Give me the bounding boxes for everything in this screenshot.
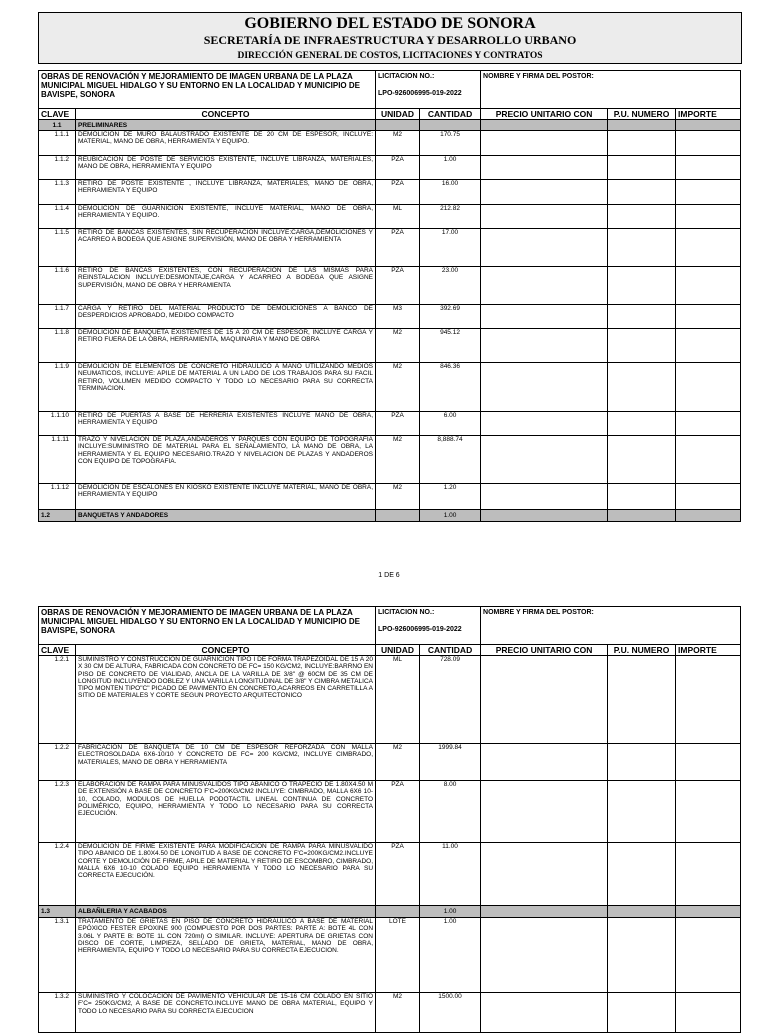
table-row xyxy=(39,229,741,267)
row-concepto: DEMOLICION DE FIRME EXISTENTE PARA MODIFICACION DE RAMPA PARA MINUSVALIDO TIPO ABANICO DE 1.80X4.50 DE LONGITUD A BASE DE CONCRETO F'C=200KG/CM2.INCLUYE CORTE Y DEMOLICIÓN DE FIRME, APILE DE MATERIAL Y RETIRO DE ESCOMBRO, CIMBRADO, MALLA 6X6 10-10 COLADO EQUIPO HERRAMIENTA Y TODO LO NECESARIO PARA SU CORRECTA EJECUCIÓN. xyxy=(76,843,376,906)
row-importe-cell xyxy=(676,744,741,781)
row-cantidad: 846.36 xyxy=(420,363,481,412)
row-precio-cell xyxy=(481,156,608,180)
row-precio-cell xyxy=(481,229,608,267)
row-importe-cell xyxy=(676,656,741,744)
row-unidad: M2 xyxy=(376,744,420,781)
row-clave: 1.1.5 xyxy=(39,229,76,267)
section-concepto: BANQUETAS Y ANDADORES xyxy=(76,510,376,522)
row-pu-cell xyxy=(608,229,676,267)
row-clave: 1.1.2 xyxy=(39,156,76,180)
col-importe: IMPORTE xyxy=(676,645,741,656)
row-importe-cell xyxy=(676,363,741,412)
row-pu-cell xyxy=(608,363,676,412)
row-pu-cell xyxy=(608,329,676,363)
row-importe-cell xyxy=(676,329,741,363)
row-precio-cell xyxy=(481,843,608,906)
row-clave: 1.2.2 xyxy=(39,744,76,781)
row-pu-cell xyxy=(608,436,676,484)
table-row xyxy=(39,305,741,329)
row-concepto: RETIRO DE PUERTAS A BASE DE HERRERIA EXISTENTES INCLUYE MANO DE OBRA, HERRAMIENTA Y EQUIPO xyxy=(76,412,376,436)
row-precio-cell xyxy=(481,993,608,1033)
row-concepto: DEMOLICIÓN DE MURO BALAUSTRADO EXISTENTE DE 20 CM DE ESPESOR, INCLUYE: MATERIAL, MANO DE OBRA, HERRAMIENTA Y EQUIPO. xyxy=(76,131,376,156)
table-row xyxy=(39,744,741,781)
row-importe-cell xyxy=(676,180,741,205)
col-cantidad: CANTIDAD xyxy=(420,645,481,656)
row-pu-cell xyxy=(608,781,676,843)
row-unidad: M2 xyxy=(376,363,420,412)
row-concepto: DEMOLICION DE ELEMENTOS DE CONCRETO HIDRAULICO A MANO UTILIZANDO MEDIOS NEUMATICOS, INCLUYE: APILE DE MATERIAL A UN LADO DE LOS TRABAJOS PARA SU FACIL RETIRO, VOLUMEN MEDIDO COMPACTO Y TODO LO NECESARIO PARA SU CORRECTA TERMINACION. xyxy=(76,363,376,412)
col-precio: PRECIO UNITARIO CON xyxy=(481,109,608,120)
postor-label: NOMBRE Y FIRMA DEL POSTOR: xyxy=(481,607,741,645)
row-precio-cell xyxy=(481,205,608,229)
section-row xyxy=(39,120,741,131)
col-unidad: UNIDAD xyxy=(376,645,420,656)
row-precio-cell xyxy=(481,305,608,329)
row-cantidad: 392.69 xyxy=(420,305,481,329)
row-importe-cell xyxy=(676,131,741,156)
row-pu-cell xyxy=(608,156,676,180)
section-row xyxy=(39,906,741,918)
row-precio-cell xyxy=(481,412,608,436)
col-clave: CLAVE xyxy=(39,645,76,656)
col-pu-numero: P.U. NUMERO xyxy=(608,109,676,120)
section-clave: 1.3 xyxy=(39,906,76,918)
table-row xyxy=(39,363,741,412)
table-row xyxy=(39,156,741,180)
column-header-row xyxy=(39,645,741,656)
col-concepto: CONCEPTO xyxy=(76,645,376,656)
row-importe-cell xyxy=(676,781,741,843)
row-cantidad: 170.75 xyxy=(420,131,481,156)
row-cantidad: 945.12 xyxy=(420,329,481,363)
row-unidad: LOTE xyxy=(376,918,420,993)
row-concepto: FABRICACIÓN DE BANQUETA DE 10 CM DE ESPESOR REFORZADA CON MALLA ELECTROSOLDADA 6X6-10/10 Y CONCRETO DE FC= 200 KG/CM2, INCLUYE CIMBRADO, MATERIALES, MANO DE OBRA Y HERRAMIENTA xyxy=(76,744,376,781)
row-importe-cell xyxy=(676,918,741,993)
table-row xyxy=(39,329,741,363)
row-cantidad: 1.20 xyxy=(420,484,481,510)
section-clave: 1.1 xyxy=(39,120,76,131)
row-concepto: RETIRO DE POSTE EXISTENTE , INCLUYE LIBRANZA, MATERIALES, MANO DE OBRA, HERRAMIENTA Y EQUIPO xyxy=(76,180,376,205)
row-importe-cell xyxy=(676,484,741,510)
table-row xyxy=(39,843,741,906)
licitacion-cell xyxy=(376,71,481,109)
section-cantidad: 1.00 xyxy=(420,510,481,522)
row-precio-cell xyxy=(481,781,608,843)
col-clave: CLAVE xyxy=(39,109,76,120)
row-unidad: PZA xyxy=(376,229,420,267)
row-cantidad: 8,888.74 xyxy=(420,436,481,484)
row-cantidad: 728.09 xyxy=(420,656,481,744)
row-pu-cell xyxy=(608,993,676,1033)
obra-description: OBRAS DE RENOVACIÓN Y MEJORAMIENTO DE IMAGEN URBANA DE LA PLAZA MUNICIPAL MIGUEL HIDALGO Y SU ENTORNO EN LA LOCALIDAD Y MUNICIPIO DE BAVISPE, SONORA xyxy=(39,71,376,109)
row-unidad: PZA xyxy=(376,412,420,436)
row-cantidad: 23.00 xyxy=(420,267,481,305)
row-clave: 1.1.6 xyxy=(39,267,76,305)
row-unidad: ML xyxy=(376,656,420,744)
header-direccion: DIRECCIÓN GENERAL DE COSTOS, LICITACIONES Y CONTRATOS xyxy=(237,51,543,61)
row-concepto: REUBICACIÓN DE POSTE DE SERVICIOS EXISTENTE, INCLUYE LIBRANZA, MATERIALES, MANO DE OBRA, HERRAMIENTA Y EQUIPO xyxy=(76,156,376,180)
licitacion-cell xyxy=(376,607,481,645)
row-pu-cell xyxy=(608,267,676,305)
row-clave: 1.2.3 xyxy=(39,781,76,843)
row-clave: 1.1.1 xyxy=(39,131,76,156)
row-pu-cell xyxy=(608,744,676,781)
row-importe-cell xyxy=(676,205,741,229)
table-row xyxy=(39,993,741,1033)
row-unidad: M2 xyxy=(376,484,420,510)
row-concepto: TRAZO Y NIVELACION DE PLAZA,ANDADEROS Y PARQUES CON EQUIPO DE TOPOGRAFIA INCLUYE:SUMINISTRO DE MATERIAL PARA EL SEÑALAMIENTO, LA MANO DE OBRA, LA HERRAMIENTA Y EL EQUIPO NECESARIO.TRAZO Y NIVELACION DE PLAZAS Y ANDADEROS CON EQUIPO DE TOPOGRAFIA. xyxy=(76,436,376,484)
licitacion-label: LICITACION NO.: xyxy=(378,609,435,616)
col-importe: IMPORTE xyxy=(676,109,741,120)
row-pu-cell xyxy=(608,180,676,205)
row-concepto: DEMOLICIÓN DE ESCALONES EN KIOSKO EXISTENTE INCLUYE MATERIAL, MANO DE OBRA, HERRAMIENTA Y EQUIPO xyxy=(76,484,376,510)
row-precio-cell xyxy=(481,363,608,412)
row-precio-cell xyxy=(481,484,608,510)
table-row xyxy=(39,412,741,436)
row-unidad: PZA xyxy=(376,156,420,180)
section-concepto: ALBAÑILERIA Y ACABADOS xyxy=(76,906,376,918)
postor-label: NOMBRE Y FIRMA DEL POSTOR: xyxy=(481,71,741,109)
row-cantidad: 17.00 xyxy=(420,229,481,267)
row-pu-cell xyxy=(608,205,676,229)
row-cantidad: 11.00 xyxy=(420,843,481,906)
row-pu-cell xyxy=(608,918,676,993)
row-clave: 1.1.4 xyxy=(39,205,76,229)
table-row xyxy=(39,436,741,484)
row-pu-cell xyxy=(608,305,676,329)
row-pu-cell xyxy=(608,484,676,510)
col-unidad: UNIDAD xyxy=(376,109,420,120)
row-precio-cell xyxy=(481,918,608,993)
row-clave: 1.1.12 xyxy=(39,484,76,510)
row-concepto: RETIRO DE BANCAS EXISTENTES, CON RECUPERACIÓN DE LAS MISMAS PARA REINSTALACION INCLUYE:DESMONTAJE,CARGA Y ACARREO A BODEGA QUE ASIGNE SUPERVISIÓN, MANO DE OBRA Y HERRAMIENTA xyxy=(76,267,376,305)
row-importe-cell xyxy=(676,436,741,484)
col-pu-numero: P.U. NUMERO xyxy=(608,645,676,656)
row-concepto: SUMINISTRO Y COLOCACION DE PAVIMENTO VEHICULAR DE 15-16 CM COLADO EN SITIO F'C= 250KG/CM2, A BASE DE CONCRETO.INCLUYE MANO DE OBRA MATERIAL, EQUIPO Y TODO LO NECESARIO PARA SU CORRECTA EJECUCION xyxy=(76,993,376,1033)
table-row xyxy=(39,656,741,744)
row-importe-cell xyxy=(676,412,741,436)
row-concepto: RETIRO DE BANCAS EXISTENTES, SIN RECUPERACIÓN INCLUYE:CARGA,DEMOLICIONES Y ACARREO A BODEGA QUE ASIGNE SUPERVISIÓN, MANO DE OBRA Y HERRAMIENTA xyxy=(76,229,376,267)
document-header xyxy=(38,12,742,64)
header-title: GOBIERNO DEL ESTADO DE SONORA xyxy=(244,15,536,32)
table-row xyxy=(39,131,741,156)
row-precio-cell xyxy=(481,180,608,205)
row-unidad: M2 xyxy=(376,436,420,484)
row-importe-cell xyxy=(676,305,741,329)
page1-table xyxy=(38,70,741,522)
row-pu-cell xyxy=(608,656,676,744)
row-concepto: CARGA Y RETIRO DEL MATERIAL PRODUCTO DE DEMOLICIONES A BANCO DE DESPERDICIOS APROBADO, MEDIDO COMPACTO xyxy=(76,305,376,329)
row-cantidad: 6.00 xyxy=(420,412,481,436)
row-unidad: PZA xyxy=(376,267,420,305)
table-row xyxy=(39,267,741,305)
row-clave: 1.1.7 xyxy=(39,305,76,329)
row-importe-cell xyxy=(676,267,741,305)
col-precio: PRECIO UNITARIO CON xyxy=(481,645,608,656)
row-importe-cell xyxy=(676,993,741,1033)
row-unidad: ML xyxy=(376,205,420,229)
row-concepto: TRATAMIENTO DE GRIETAS EN PISO DE CONCRETO HIDRAULICO A BASE DE MATERIAL EPÓXICO FESTER EPOXINE 900 (COMPUESTO POR DOS PARTES: PARTE A: BOTE 4L CON 3.06L Y PARTE B: BOTE 1L CON 720ml) O SIMILAR. INCLUYE: APERTURA DE GRIETAS CON DISCO DE CORTE, LIMPIEZA, SELLADO DE GRIETA, MATERIAL, MANO DE OBRA, HERRAMIENTA, EQUIPO Y TODO LO NECESARIO PARA SU CORRECTA EJECUCION. xyxy=(76,918,376,993)
obra-description: OBRAS DE RENOVACIÓN Y MEJORAMIENTO DE IMAGEN URBANA DE LA PLAZA MUNICIPAL MIGUEL HIDALGO Y SU ENTORNO EN LA LOCALIDAD Y MUNICIPIO DE BAVISPE, SONORA xyxy=(39,607,376,645)
row-unidad: M2 xyxy=(376,993,420,1033)
row-clave: 1.1.11 xyxy=(39,436,76,484)
row-unidad: M2 xyxy=(376,329,420,363)
table-row xyxy=(39,205,741,229)
info-row xyxy=(39,71,741,109)
row-pu-cell xyxy=(608,843,676,906)
row-unidad: PZA xyxy=(376,843,420,906)
row-clave: 1.3.1 xyxy=(39,918,76,993)
row-unidad: PZA xyxy=(376,180,420,205)
row-concepto: DEMOLICIÓN DE BANQUETA EXISTENTES DE 15 A 20 CM DE ESPESOR, INCLUYE CARGA Y RETIRO FUERA DE LA OBRA, HERRAMIENTA, MAQUINARIA Y MANO DE OBRA xyxy=(76,329,376,363)
row-precio-cell xyxy=(481,131,608,156)
row-cantidad: 1999.84 xyxy=(420,744,481,781)
row-cantidad: 1500.00 xyxy=(420,993,481,1033)
row-cantidad: 8.00 xyxy=(420,781,481,843)
row-cantidad: 16.00 xyxy=(420,180,481,205)
row-precio-cell xyxy=(481,329,608,363)
row-concepto: ELABORACIÓN DE RAMPA PARA MINUSVÁLIDOS TIPO ABANICO O TRAPECIO DE 1.80X4.50 M DE EXTENSIÓN A BASE DE CONCRETO F'C=200KG/CM2 INCLUYE: CIMBRADO, MALLA 6X6 10-10, COLADO, MODULOS DE HUELLA PODOTACTIL LINEAL CONTINUA DE CONCRETO POLIMÉRICO, EQUIPO, HERRAMIENTA Y TODO LO NECESARIO PARA SU CORRECTA EJECUCIÓN. xyxy=(76,781,376,843)
table-row xyxy=(39,484,741,510)
row-pu-cell xyxy=(608,131,676,156)
row-clave: 1.1.10 xyxy=(39,412,76,436)
page-number: 1 DE 6 xyxy=(378,572,400,579)
row-cantidad: 1.00 xyxy=(420,156,481,180)
row-unidad: M3 xyxy=(376,305,420,329)
row-unidad: M2 xyxy=(376,131,420,156)
section-cantidad: 1.00 xyxy=(420,906,481,918)
col-cantidad: CANTIDAD xyxy=(420,109,481,120)
row-concepto: SUMINISTRO Y CONSTRUCCIÓN DE GUARNICION TIPO I DE FORMA TRAPEZOIDAL DE 15 A 20 X 30 CM DE ALTURA, FABRICADA CON CONCRETO DE FC= 150 KG/CM2, INCLUYE:BARRNO EN PISO DE CONCRETO DE VIALIDAD, ANCLA DE LA VARILLA DE 3/8" @ 60CM DE 35 CM DE LONGITUD INCLUYENDO DOBLEZ Y UNA VARILLA LONGITUDINAL DE 3/8" Y CIMBRA METALICA TIPO MONTEN TIPO"C" PICADO DE PAVIMENTO EN CONCRETO,ACARREOS EN CARRETILLA A SITIO DE MATERIALES Y CORTE SEGUN PROYECTO ARQUITECTONICO xyxy=(76,656,376,744)
row-importe-cell xyxy=(676,843,741,906)
section-clave: 1.2 xyxy=(39,510,76,522)
row-precio-cell xyxy=(481,744,608,781)
row-precio-cell xyxy=(481,267,608,305)
row-concepto: DEMOLICIÓN DE GUARNICIÓN EXISTENTE, INCLUYE MATERIAL, MANO DE OBRA, HERRAMIENTA Y EQUIPO. xyxy=(76,205,376,229)
row-importe-cell xyxy=(676,156,741,180)
col-concepto: CONCEPTO xyxy=(76,109,376,120)
row-pu-cell xyxy=(608,412,676,436)
row-precio-cell xyxy=(481,436,608,484)
row-precio-cell xyxy=(481,656,608,744)
section-concepto: PRELIMINARES xyxy=(76,120,376,131)
row-importe-cell xyxy=(676,229,741,267)
row-cantidad: 1.00 xyxy=(420,918,481,993)
table-row xyxy=(39,180,741,205)
row-cantidad: 212.82 xyxy=(420,205,481,229)
row-clave: 1.2.1 xyxy=(39,656,76,744)
row-clave: 1.1.9 xyxy=(39,363,76,412)
licitacion-number: LPO-926006995-019-2022 xyxy=(378,90,462,97)
table-row xyxy=(39,918,741,993)
row-clave: 1.3.2 xyxy=(39,993,76,1033)
row-clave: 1.1.8 xyxy=(39,329,76,363)
page2-table xyxy=(38,606,741,1033)
table-row xyxy=(39,781,741,843)
row-clave: 1.2.4 xyxy=(39,843,76,906)
row-clave: 1.1.3 xyxy=(39,180,76,205)
section-row xyxy=(39,510,741,522)
section-cantidad xyxy=(420,120,481,131)
licitacion-label: LICITACION NO.: xyxy=(378,73,435,80)
info-row xyxy=(39,607,741,645)
licitacion-number: LPO-926006995-019-2022 xyxy=(378,626,462,633)
header-subtitle: SECRETARÍA DE INFRAESTRUCTURA Y DESARROLLO URBANO xyxy=(203,33,577,47)
row-unidad: PZA xyxy=(376,781,420,843)
column-header-row xyxy=(39,109,741,120)
